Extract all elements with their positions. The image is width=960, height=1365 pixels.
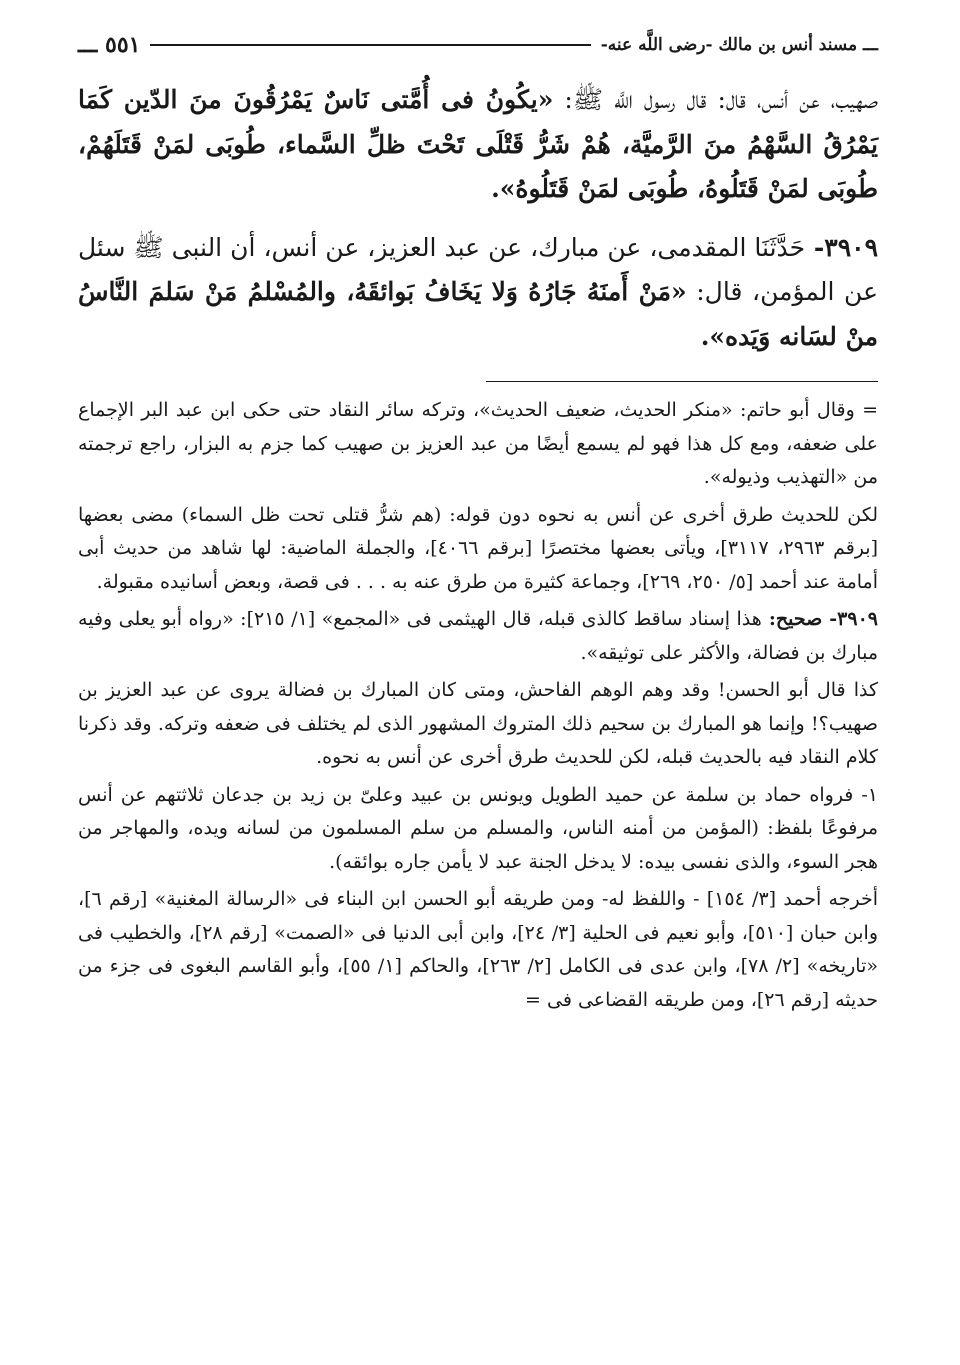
page-header: [78, 28, 878, 62]
document-page: [78, 28, 878, 1021]
footnote-paragraph: ١- فرواه حماد بن سلمة عن حميد الطويل ويونس بن عبيد وعلىّ بن زيد بن جدعان ثلاثتهم عن أنس مرفوعًا بلفظ: (المؤمن من أمنه الناس، والمسلم من سلم المسلمون من لسانه ويده، والمهاجر من هجر السوء، والذى نفسى بيده: لا يدخل الجنة عبد لا يأمن جاره بوائقه).: [78, 783, 878, 873]
footnote-paragraph: كذا قال أبو الحسن! وقد وهم الوهم الفاحش، ومتى كان المبارك بن فضالة يروى عن عبد العزيز بن صهيب؟! وإنما هو المبارك بن سحيم ذلك المتروك المشهور الذى لم يختلف فى ضعفه وتركه. وقد ذكرنا كلام النقاد فيه بالحديث قبله، لكن للحديث طرق أخرى عن أنس به نحوه.: [78, 679, 878, 768]
footnote-paragraph: أخرجه أحمد [٣/ ١٥٤] - واللفظ له- ومن طريقه أبو الحسن ابن البناء فى «الرسالة المغنية» [رقم ٦]، وابن حبان [٥١٠]، وأبو نعيم فى الحلية [٣/ ٢٤]، وابن أبى الدنيا فى «الصمت» [رقم ٢٨]، والخطيب فى «تاريخه» [٢/ ٧٨]، وابن عدى فى الكامل [٢/ ٢٦٣]، والحاكم [١/ ٥٥]، وأبو القاسم البغوى فى جزء من حديثه [رقم ٢٦]، ومن طريقه القضاعى فى =: [78, 888, 878, 1011]
footnote-paragraph: لكن للحديث طرق أخرى عن أنس به نحوه دون قوله: (هم شرُّ قتلى تحت ظل السماء) مضى بعضها [برقم ٢٩٦٣، ٣١١٧]، ويأتى بعضها مختصرًا [برقم ٤٠٦٦]، والجملة الماضية: لها شاهد من حديث أبى أمامة عند أحمد [٥/ ٢٥٠، ٢٦٩]، وجماعة كثيرة من طرق عنه به . . . فى قصة، وبعض أسانيده مقبولة.: [78, 503, 878, 593]
hadith-paragraph-3909: [78, 226, 878, 360]
hadith-paragraph: [78, 78, 878, 212]
footnote-separator: [486, 381, 878, 382]
hadith-number: ٣٩٠٩-: [805, 232, 878, 262]
header-rule: [150, 44, 590, 46]
hadith-text: «مَنْ أَمنَهُ جَارُهُ وَلا يَخَافُ بَوائقَهُ، والمُسْلمُ مَنْ سَلمَ النَّاسُ منْ لسَانه وَيَده».: [78, 277, 878, 351]
footnote-number: ٣٩٠٩-: [822, 608, 878, 630]
page-number: ٥٥١ ـــ: [78, 32, 141, 58]
hadith-text: «يكُونُ فى أُمَّتى نَاسٌ يَمْرُقُونَ منَ الدّين كَمَا يَمْرُقُ السَّهْمُ منَ الرَّميَّة، هُمْ شَرُّ قَتْلَى تَحْتَ ظلِّ السَّماء، طُوبَى لمَنْ قَتَلَهُمْ، طُوبَى لمَنْ قَتَلُوهُ، طُوبَى لمَنْ قَتَلُوهُ».: [78, 85, 878, 203]
footnotes: [78, 394, 878, 1017]
hadith-chain: حَدَّثَنَا المقدمى، عن مبارك، عن عبد العزيز، عن أنس، أن النبى ﷺ سئل عن المؤمن، قال:: [78, 232, 878, 306]
hadith-chain: صهيب، عن أنس، قال: قال رسول اللَّه ﷺ:: [553, 85, 878, 114]
grade-label: صحيح:: [761, 608, 823, 630]
footnote-3909: [78, 603, 878, 670]
main-text: [78, 78, 878, 359]
running-title: ـــ مسند أنس بن مالك -رضى اللَّه عنه-: [600, 35, 878, 55]
footnote-continuation: = وقال أبو حاتم: «منكر الحديث، ضعيف الحديث»، وتركه سائر النقاد حتى حكى ابن عبد البر الإجماع على ضعفه، ومع كل هذا فهو لم يسمع أيضًا من عبد العزيز بن صهيب كما جزم به البزار، راجع ترجمته من «التهذيب وذيوله».: [78, 399, 878, 488]
footnote-text: هذا إسناد ساقط كالذى قبله، قال الهيثمى فى «المجمع» [١/ ٢١٥]: «رواه أبو يعلى وفيه مبارك بن فضالة، والأكثر على توثيقه».: [78, 608, 878, 664]
